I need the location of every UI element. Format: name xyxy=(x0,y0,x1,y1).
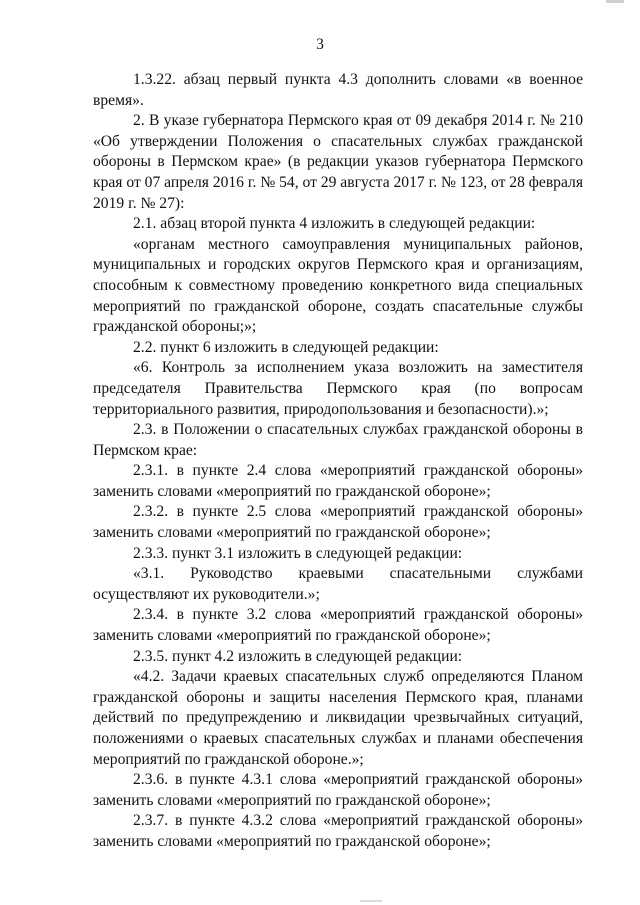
paragraph-2-3-3-quote: «3.1. Руководство краевыми спасательными службами осуществляют их руководители.»; xyxy=(93,565,583,603)
paragraph-2-3: 2.3. в Положении о спасательных службах гражданской обороны в Пермском крае: xyxy=(93,421,583,459)
paragraph-2: 2. В указе губернатора Пермского края от 09 декабря 2014 г. № 210 «Об утверждении Положения о спасательных службах гражданской обороны в Пермском крае» (в редакции указов губернатора Пермского края от 07 апреля 2016 г. № 54, от 29 августа 2017 г. № 123, от 28 февраля 2019 г. № 27): xyxy=(93,112,583,212)
paragraph-2-1-quote: «органам местного самоуправления муниципальных районов, муниципальных и городских округов Пермского края и организациям, способным к совместному проведению конкретного вида специальных мероприятий по гражданской обороне, создать спасательные службы гражданской обороны;»; xyxy=(93,235,583,336)
paragraph-2-2-quote: «6. Контроль за исполнением указа возложить на заместителя председателя Правительства Пермского края (по вопросам территориального развития, природопользования и безопасности).»; xyxy=(93,359,583,418)
paragraph-2-1: 2.1. абзац второй пункта 4 изложить в следующей редакции: xyxy=(133,215,536,233)
paragraph-2-3-1: 2.3.1. в пункте 2.4 слова «мероприятий гражданской обороны» заменить словами «мероприятий по гражданской обороне»; xyxy=(93,462,583,500)
paragraph-2-3-7: 2.3.7. в пункте 4.3.2 слова «мероприятий гражданской обороны» заменить словами «мероприятий по гражданской обороне»; xyxy=(93,812,583,850)
scan-edge-mark xyxy=(606,0,624,3)
paragraph-1-3-22: 1.3.22. абзац первый пункта 4.3 дополнить словами «в военное время». xyxy=(93,71,583,109)
paragraph-2-3-4: 2.3.4. в пункте 3.2 слова «мероприятий гражданской обороны» заменить словами «мероприятий по гражданской обороне»; xyxy=(93,606,583,645)
document-body xyxy=(93,70,583,853)
paragraph-2-3-6: 2.3.6. в пункте 4.3.1 слова «мероприятий гражданской обороны» заменить словами «мероприятий по гражданской обороне»; xyxy=(93,771,583,809)
scan-bottom-mark xyxy=(360,900,382,902)
paragraph-2-3-3: 2.3.3. пункт 3.1 изложить в следующей редакции: xyxy=(133,544,463,562)
paragraph-2-3-2: 2.3.2. в пункте 2.5 слова «мероприятий гражданской обороны» заменить словами «мероприятий по гражданской обороне»; xyxy=(93,503,583,542)
page-number: 3 xyxy=(316,36,324,53)
paragraph-2-3-5-quote: «4.2. Задачи краевых спасательных служб определяются Планом гражданской обороны и защиты населения Пермского края, планами действий по предупреждению и ликвидации чрезвычайных ситуаций, положениями о краевых спасательных службах и планами обеспечения мероприятий по гражданской обороне.»; xyxy=(93,668,583,768)
paragraph-2-2: 2.2. пункт 6 изложить в следующей редакции: xyxy=(133,338,439,356)
paragraph-2-3-5: 2.3.5. пункт 4.2 изложить в следующей редакции: xyxy=(133,647,463,665)
